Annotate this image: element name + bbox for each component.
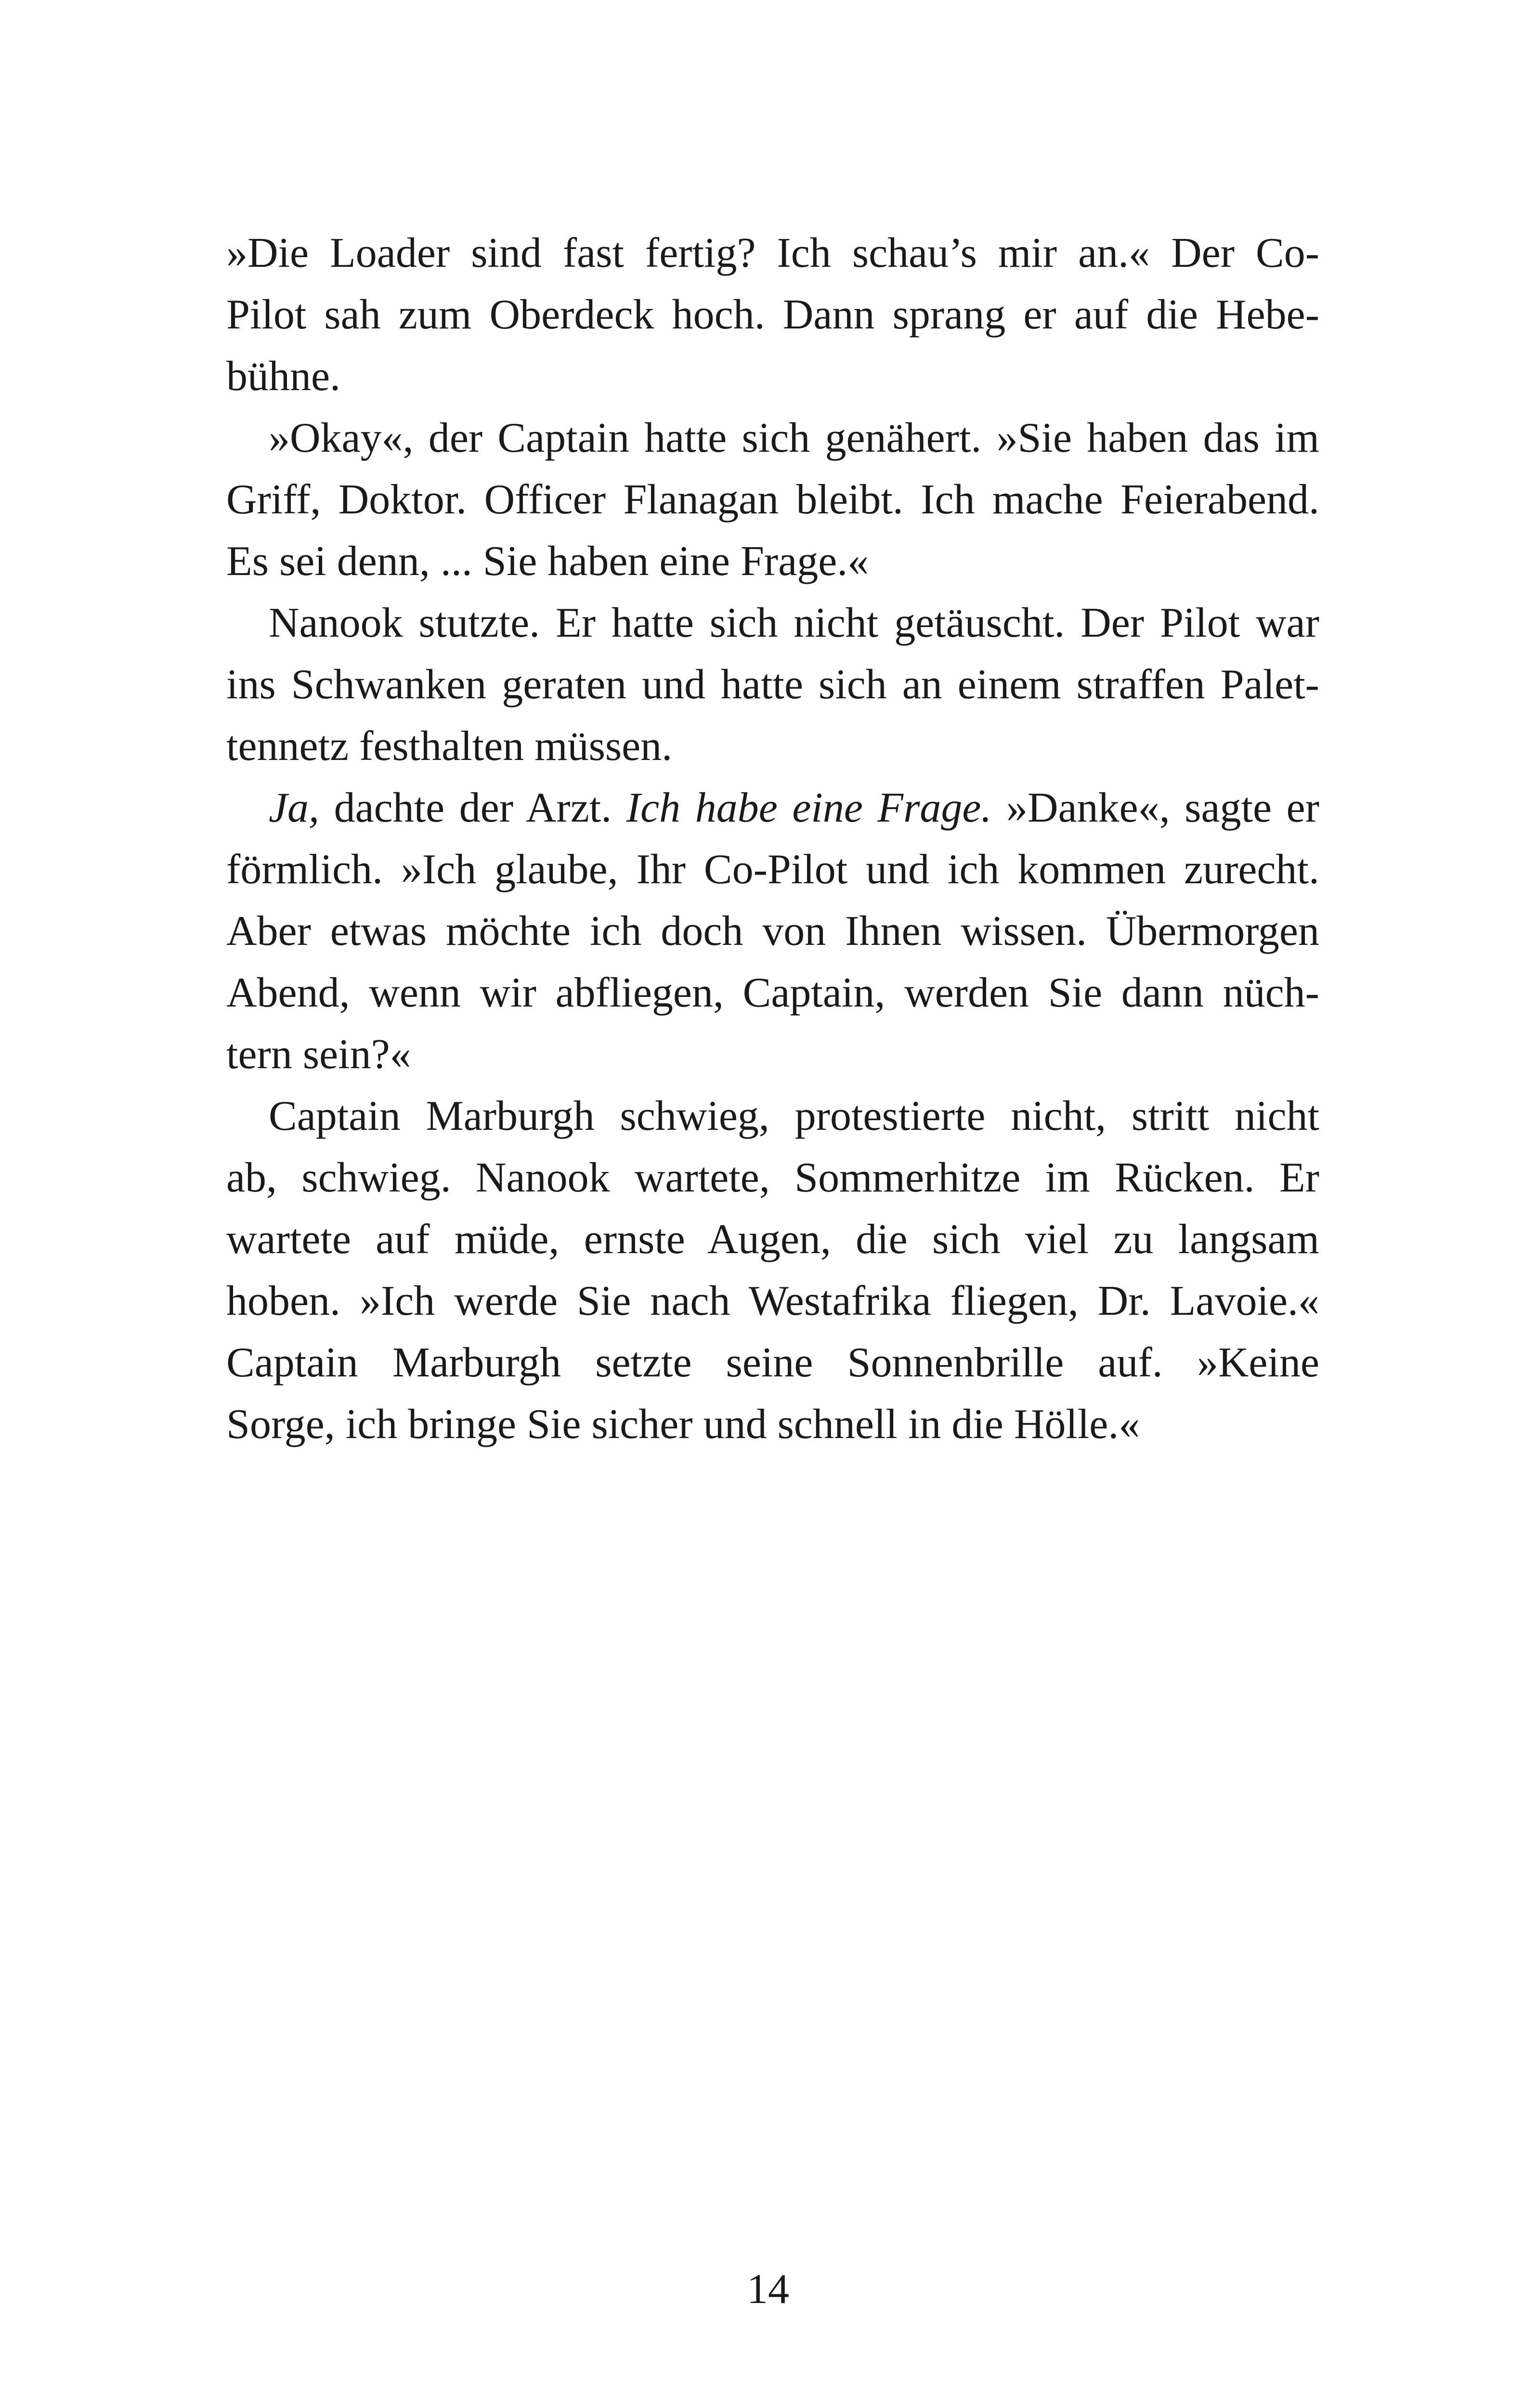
text-line: Pilot sah zum Oberdeck hoch. Dann sprang er auf die Hebe-	[226, 291, 1319, 338]
text-line: ab, schwieg. Nanook wartete, Sommerhitze im Rücken. Er	[226, 1154, 1319, 1201]
text-line: tern sein?«	[226, 1031, 411, 1078]
text-line: Nanook stutzte. Er hatte sich nicht getäuscht. Der Pilot war	[269, 600, 1319, 646]
page-number: 14	[747, 2266, 789, 2313]
text-line: tennetz festhalten müssen.	[226, 723, 673, 770]
text-line: »Die Loader sind fast fertig? Ich schau’s mir an.« Der Co-	[226, 230, 1319, 276]
text-line: »Okay«, der Captain hatte sich genähert. »Sie haben das im	[269, 415, 1319, 461]
text-line: Captain Marburgh setzte seine Sonnenbrille auf. »Keine	[226, 1339, 1319, 1386]
plain-text: dachte der Arzt.	[319, 785, 626, 831]
text-line: wartete auf müde, ernste Augen, die sich viel zu langsam	[226, 1216, 1319, 1263]
text-line: Abend, wenn wir abfliegen, Captain, werden Sie dann nüch-	[226, 969, 1319, 1016]
text-line: bühne.	[226, 353, 341, 400]
text-line: förmlich. »Ich glaube, Ihr Co-Pilot und ich kommen zurecht.	[226, 846, 1319, 893]
text-line: ins Schwanken geraten und hatte sich an einem straffen Palet-	[226, 661, 1319, 708]
text-line: hoben. »Ich werde Sie nach Westafrika fliegen, Dr. Lavoie.«	[226, 1278, 1319, 1324]
italic-text: Ich habe eine Frage.	[626, 785, 992, 831]
text-line: Es sei denn, ... Sie haben eine Frage.«	[226, 538, 869, 585]
italic-text: Ja,	[269, 785, 320, 831]
body-text	[226, 222, 1319, 1455]
text-line: Griff, Doktor. Officer Flanagan bleibt. Ich mache Feierabend.	[226, 476, 1319, 523]
text-line	[226, 777, 1319, 839]
text-line: Captain Marburgh schwieg, protestierte nicht, stritt nicht	[269, 1093, 1319, 1139]
text-line: Aber etwas möchte ich doch von Ihnen wissen. Übermorgen	[226, 908, 1319, 955]
text-line: Sorge, ich bringe Sie sicher und schnell in die Hölle.«	[226, 1401, 1140, 1448]
plain-text: »Danke«, sagte er	[991, 785, 1320, 831]
